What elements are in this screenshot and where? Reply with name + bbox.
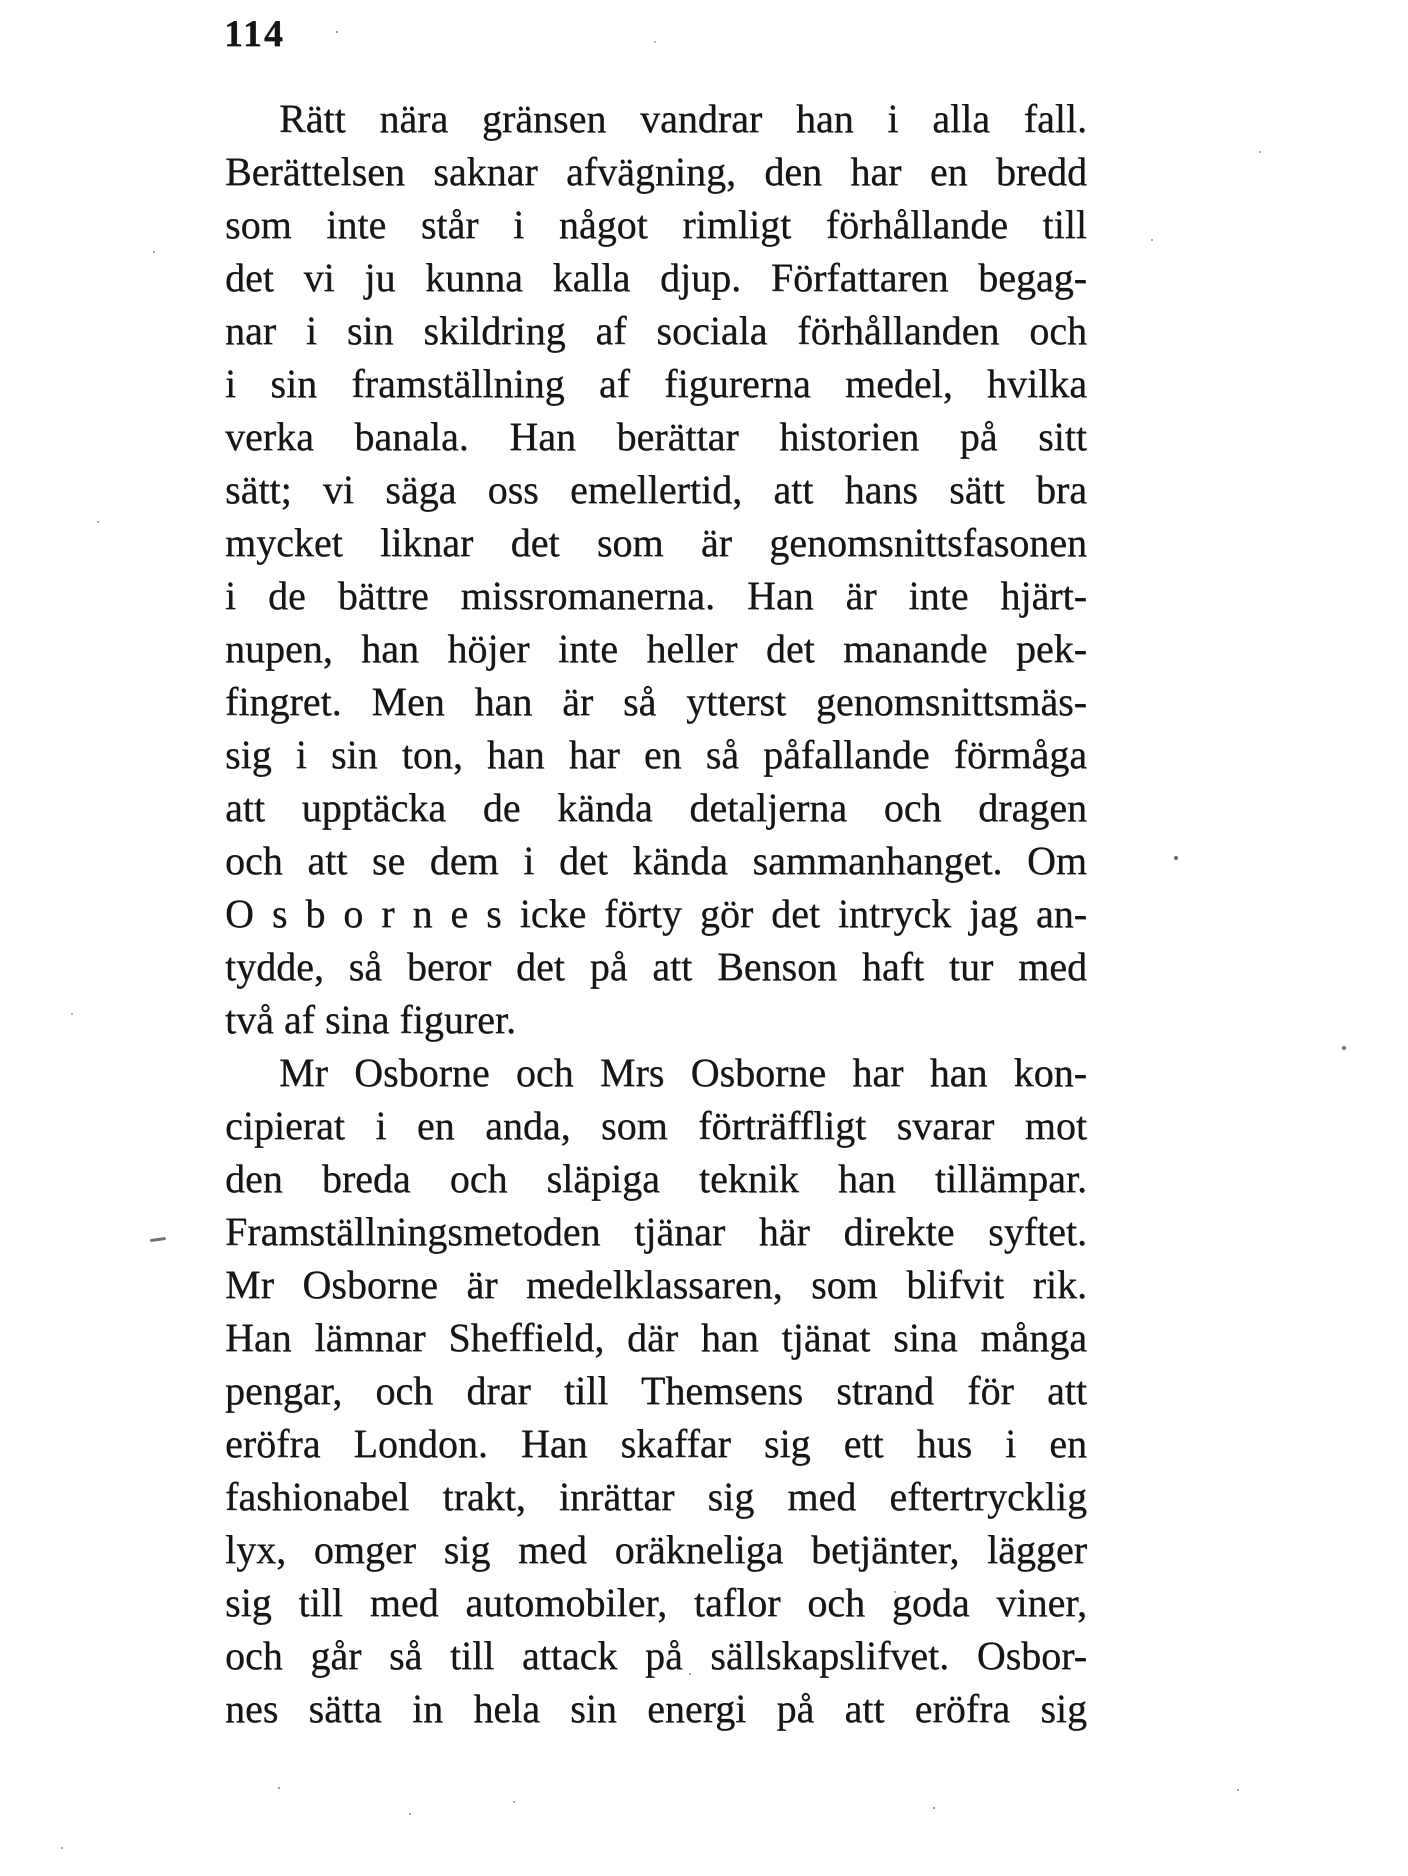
text-line: nes sätta in hela sin energi på att eröfra sig [225,1686,1087,1731]
text-line: nupen, han höjer inte heller det manande pek- [225,626,1087,671]
text-line: Berättelsen saknar afvägning, den har en bredd [225,149,1087,194]
text-line: i de bättre missromanerna. Han är inte hjärt- [225,573,1087,618]
text-line: och går så till attack på sällskapslifvet. Osbor- [225,1633,1087,1678]
text-line: att upptäcka de kända detaljerna och dragen [225,785,1087,830]
text-line: Mr Osborne och Mrs Osborne har han kon- [279,1050,1087,1095]
text-line: tydde, så beror det på att Benson haft tur med [225,944,1087,989]
text-line: verka banala. Han berättar historien på sitt [225,414,1087,459]
text-line: mycket liknar det som är genomsnittsfasonen [225,520,1087,565]
text-line: fingret. Men han är så ytterst genomsnittsmäs- [225,679,1087,724]
text-line: nar i sin skildring af sociala förhållanden och [225,308,1087,353]
text-line: och att se dem i det kända sammanhanget. Om [225,838,1087,883]
text-line: sätt; vi säga oss emellertid, att hans sätt bra [225,467,1087,512]
text-line: pengar, och drar till Themsens strand för att [225,1368,1087,1413]
text-line: eröfra London. Han skaffar sig ett hus i en [225,1421,1087,1466]
text-line: fashionabel trakt, inrättar sig med eftertrycklig [225,1474,1087,1519]
page-number: 114 [224,13,285,55]
text-line: Han lämnar Sheffield, där han tjänat sina många [225,1315,1087,1360]
text-line: som inte står i något rimligt förhållande till [225,202,1087,247]
text-line: O s b o r n e s icke förty gör det intryck jag an- [225,891,1087,936]
text-line: den breda och släpiga teknik han tillämpar. [225,1156,1087,1201]
scan-noise-dash [150,1237,166,1242]
scan-noise-specks [0,0,4,4]
text-line: Framställningsmetoden tjänar här direkte syftet. [225,1209,1087,1254]
text-line: cipierat i en anda, som förträffligt svarar mot [225,1103,1087,1148]
text-line: Mr Osborne är medelklassaren, som blifvit rik. [225,1262,1087,1307]
text-line: sig i sin ton, han har en så påfallande förmåga [225,732,1087,777]
text-line: sig till med automobiler, taflor och goda viner, [225,1580,1087,1625]
text-line: det vi ju kunna kalla djup. Författaren begag- [225,255,1087,300]
body-text [225,92,1087,1735]
text-line: lyx, omger sig med oräkneliga betjänter, lägger [225,1527,1087,1572]
text-line: i sin framställning af figurerna medel, hvilka [225,361,1087,406]
text-line: Rätt nära gränsen vandrar han i alla fall. [279,96,1087,141]
text-line: två af sina figurer. [225,997,516,1042]
